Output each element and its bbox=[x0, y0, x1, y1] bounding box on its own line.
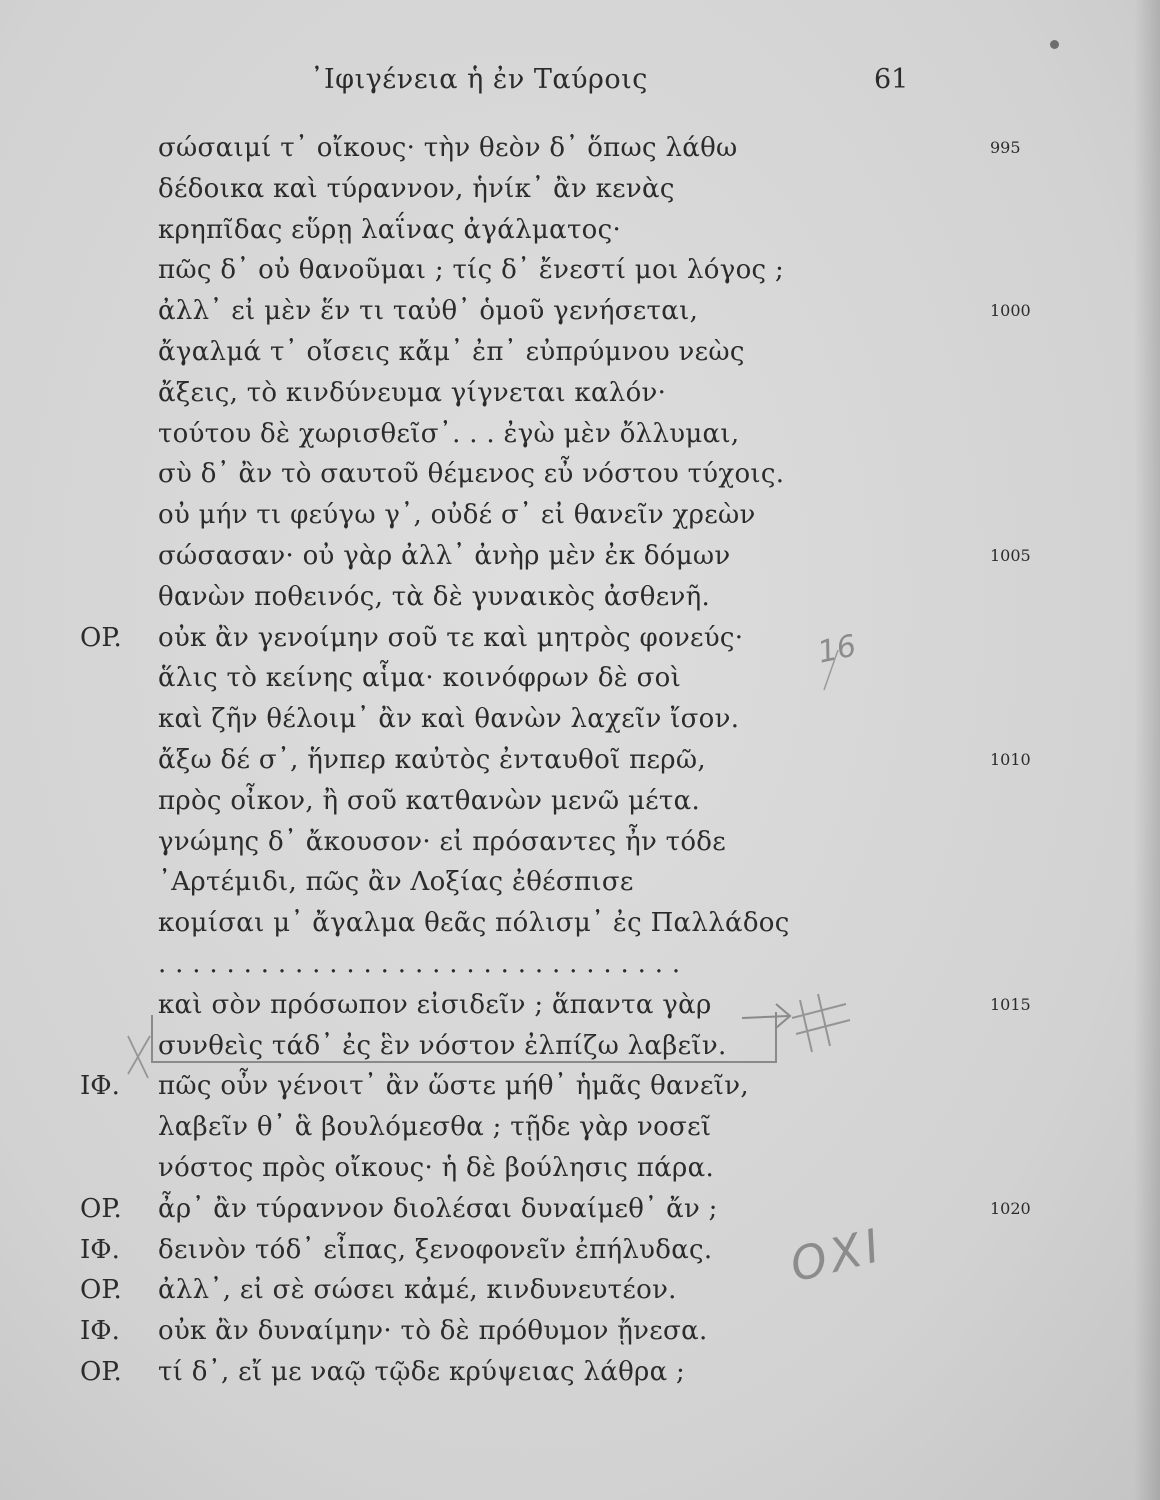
line-number: 1010 bbox=[990, 750, 1031, 769]
speaker-label: OP. bbox=[80, 1357, 122, 1387]
verse-line bbox=[80, 1311, 1140, 1351]
verse-text: τούτου δὲ χωρισθεῖσ᾿. . . ἐγὼ μὲν ὄλλυμαι, bbox=[158, 418, 740, 449]
verse-line bbox=[80, 128, 1140, 168]
verse-text: γνώμης δ᾿ ἄκουσον· εἰ πρόσαντες ἦν τόδε bbox=[158, 826, 727, 857]
verse-text: λαβεῖν θ᾿ ἃ βουλόμεσθα ; τῇδε γὰρ νοσεῖ bbox=[158, 1112, 712, 1143]
line-number: 1000 bbox=[990, 301, 1031, 321]
page-number: 61 bbox=[874, 64, 909, 95]
line-number: 1015 bbox=[990, 994, 1031, 1014]
verse-text: σὺ δ᾿ ἂν τὸ σαυτοῦ θέμενος εὖ νόστου τύχοις. bbox=[158, 459, 785, 490]
line-number: 995 bbox=[990, 138, 1021, 157]
verse-line bbox=[80, 1148, 1140, 1188]
verse-text: συνθεὶς τάδ᾿ ἐς ἓν νόστον ἐλπίζω λαβεῖν. bbox=[158, 1030, 727, 1061]
verse-line bbox=[80, 1107, 1140, 1147]
verse-line bbox=[80, 536, 1140, 576]
verse-text: οὐ μήν τι φεύγω γ᾿, οὐδέ σ᾿ εἰ θανεῖν χρεὼν bbox=[158, 500, 756, 531]
line-number: 1020 bbox=[990, 1198, 1031, 1218]
verse-line bbox=[80, 454, 1140, 494]
speaker-label: OP. bbox=[80, 1193, 122, 1224]
verse-text: πρὸς οἶκον, ἢ σοῦ κατθανὼν μενῶ μέτα. bbox=[158, 785, 701, 816]
verse-text: σώσαιμί τ᾿ οἴκους· τὴν θεὸν δ᾿ ὅπως λάθω bbox=[158, 133, 738, 163]
verse-text: δεινὸν τόδ᾿ εἶπας, ξενοφονεῖν ἐπήλυδας. bbox=[158, 1234, 713, 1265]
pencil-margin-mark: 16 bbox=[814, 628, 860, 671]
verse-text: κομίσαι μ᾿ ἄγαλμα θεᾶς πόλισμ᾿ ἐς Παλλάδος bbox=[158, 908, 790, 939]
verse-text: νόστος πρὸς οἴκους· ἡ δὲ βούλησις πάρα. bbox=[158, 1153, 715, 1183]
verse-line bbox=[80, 577, 1140, 617]
verse-line bbox=[80, 862, 1140, 902]
verse-line bbox=[80, 1189, 1140, 1229]
verse-line bbox=[80, 250, 1140, 290]
verse-text: ἀλλ᾿ εἰ μὲν ἕν τι ταὐθ᾿ ὁμοῦ γενήσεται, bbox=[158, 296, 699, 327]
verse-line bbox=[80, 1270, 1140, 1310]
verse-text: οὐκ ἂν δυναίμην· τὸ δὲ πρόθυμον ᾔνεσα. bbox=[158, 1316, 708, 1347]
verse-text: ἅλις τὸ κείνης αἷμα· κοινόφρων δὲ σοὶ bbox=[158, 663, 682, 694]
speaker-label: IΦ. bbox=[80, 1316, 120, 1347]
verse-line bbox=[80, 781, 1140, 821]
verse-line bbox=[80, 373, 1140, 413]
verse-text: κρηπῖδας εὕρῃ λαΐνας ἀγάλματος· bbox=[158, 214, 622, 245]
speaker-label: OP. bbox=[80, 622, 122, 653]
verse-text: σώσασαν· οὐ γὰρ ἀλλ᾿ ἀνὴρ μὲν ἐκ δόμων bbox=[158, 541, 731, 571]
verse-text: πῶς δ᾿ οὐ θανοῦμαι ; τίς δ᾿ ἔνεστί μοι λόγος ; bbox=[158, 255, 785, 286]
verse-text: ἀλλ᾿, εἰ σὲ σώσει κἀμέ, κινδυνευτέον. bbox=[158, 1275, 677, 1306]
verse-text: δέδοικα καὶ τύραννον, ἡνίκ᾿ ἂν κενὰς bbox=[158, 173, 675, 204]
verse-line bbox=[80, 1352, 1140, 1392]
verse-text: πῶς οὖν γένοιτ᾿ ἂν ὥστε μήθ᾿ ἡμᾶς θανεῖν, bbox=[158, 1071, 749, 1102]
verse-text: θανὼν ποθεινός, τὰ δὲ γυναικὸς ἀσθενῆ. bbox=[158, 581, 711, 612]
speaker-label: IΦ. bbox=[80, 1234, 120, 1265]
verse-text: ἆρ᾿ ἂν τύραννον διολέσαι δυναίμεθ᾿ ἄν ; bbox=[158, 1193, 718, 1224]
verse-text: . . . . . . . . . . . . . . . . . . . . . . . . . . . . . . . bbox=[158, 949, 681, 979]
pencil-side-note: ΟΧΙ bbox=[784, 1217, 889, 1293]
verse-text: ᾿Αρτέμιδι, πῶς ἂν Λοξίας ἐθέσπισε bbox=[158, 867, 634, 898]
verse-line bbox=[80, 414, 1140, 454]
verse-line bbox=[80, 903, 1140, 943]
verse-line bbox=[80, 822, 1140, 862]
verse-text: ἄξεις, τὸ κινδύνευμα γίγνεται καλόν· bbox=[158, 377, 667, 408]
verse-line bbox=[80, 699, 1140, 739]
verse-text: οὐκ ἂν γενοίμην σοῦ τε καὶ μητρὸς φονεύς· bbox=[158, 622, 744, 653]
verse-text: τί δ᾿, εἴ με ναῷ τῷδε κρύψειας λάθρα ; bbox=[158, 1357, 686, 1387]
verse-line bbox=[80, 1230, 1140, 1270]
verse-text: καὶ ζῆν θέλοιμ᾿ ἂν καὶ θανὼν λαχεῖν ἴσον. bbox=[158, 704, 740, 735]
verse-line bbox=[80, 1026, 1140, 1066]
verse-line bbox=[80, 210, 1140, 250]
speaker-label: IΦ. bbox=[80, 1071, 120, 1102]
ink-spot bbox=[1050, 40, 1059, 49]
verse-line bbox=[80, 618, 1140, 658]
verse-line bbox=[80, 1066, 1140, 1106]
verse-line bbox=[80, 944, 1140, 984]
line-number: 1005 bbox=[990, 546, 1031, 565]
verse-line bbox=[80, 740, 1140, 780]
verse-text: καὶ σὸν πρόσωπον εἰσιδεῖν ; ἅπαντα γὰρ bbox=[158, 989, 712, 1020]
verse-text: ἄγαλμά τ᾿ οἴσεις κἄμ᾿ ἐπ᾿ εὐπρύμνου νεὼς bbox=[158, 337, 745, 367]
verse-line bbox=[80, 985, 1140, 1025]
speaker-label: OP. bbox=[80, 1275, 122, 1306]
verse-line bbox=[80, 332, 1140, 372]
verse-line bbox=[80, 495, 1140, 535]
verse-line bbox=[80, 169, 1140, 209]
verse-text: ἄξω δέ σ᾿, ἥνπερ καὐτὸς ἐνταυθοῖ περῶ, bbox=[158, 745, 706, 775]
verse-line bbox=[80, 291, 1140, 331]
running-title: ᾿Ιφιγένεια ἡ ἐν Ταύροις bbox=[310, 64, 648, 95]
verse-line bbox=[80, 658, 1140, 698]
